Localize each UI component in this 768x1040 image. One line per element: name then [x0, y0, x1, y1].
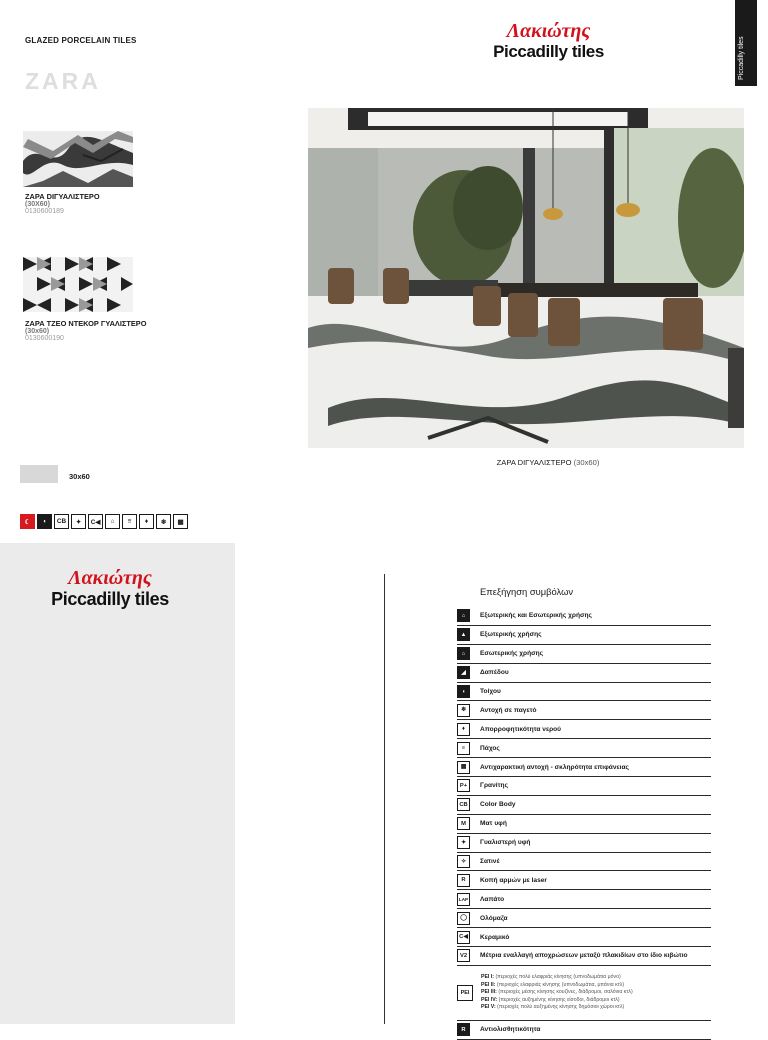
product-name: ΖΑΡΑ ΤΖΕΟ ΝΤΕΚΟΡ ΓΥΑΛΙΣΤΕΡΟ: [25, 319, 147, 328]
granite-icon: P+: [457, 779, 470, 792]
legend-label: Τοίχου: [480, 688, 501, 695]
legend-label: Εξωτερικής και Εσωτερικής χρήσης: [480, 612, 592, 620]
pei-line: PEI II: (περιοχές ελαφριάς κίνησης (υπνοδωμάτια, μπάνια κτλ): [481, 981, 625, 988]
photo-caption: [308, 458, 768, 467]
legend-label: Αντοχή σε παγετό: [480, 706, 537, 714]
color-body-icon: CB: [457, 798, 470, 811]
legend-label: Πάχος: [480, 744, 500, 752]
wall-icon: ◖: [457, 685, 470, 698]
legend-row: [457, 815, 711, 834]
satin-icon: ✦: [71, 514, 86, 529]
brand-logo-english: Piccadilly tiles: [51, 589, 169, 609]
flag-icon: ☾: [20, 514, 35, 529]
product-name: ΖΑΡΑ DΙΓΥΑΛΙΣΤΕΡΟ: [25, 192, 100, 201]
legend-row: [457, 947, 711, 966]
size-swatch: [20, 465, 58, 483]
legend-row: [457, 796, 711, 815]
lappato-icon: LAP: [457, 893, 470, 906]
product-size: (30x60): [25, 328, 50, 335]
legend-label: Λαπάτο: [480, 895, 505, 903]
product-thumbnail-1: [23, 131, 133, 187]
legend-label: Ματ υφή: [480, 820, 507, 828]
abrasion-icon: ▦: [457, 761, 470, 774]
abrasion-icon: ▦: [173, 514, 188, 529]
legend-row: [457, 909, 711, 928]
legend-label: Μέτρια εναλλαγή αποχρώσεων μεταξύ πλακιδίων στο ίδιο κιβώτιο: [480, 952, 688, 960]
legend-label: Εσωτερικής χρήσης: [480, 650, 544, 658]
category-label: GLAZED PORCELAIN TILES: [25, 36, 137, 45]
size-label: 30x60: [69, 472, 90, 481]
legend-row: [457, 626, 711, 645]
anti-slip-icon: R: [457, 1023, 470, 1036]
legend-label: Αντιολισθητικότητα: [480, 1026, 541, 1034]
product-thumbnail-2: [23, 257, 133, 312]
legend-row: [457, 607, 711, 626]
product-card-2: [25, 319, 146, 342]
legend-row: [457, 720, 711, 739]
symbol-legend: [457, 607, 711, 1040]
glossy-icon: ✦: [457, 836, 470, 849]
matt-icon: M: [457, 817, 470, 830]
product-card-1: [25, 192, 100, 215]
product-size: (30Χ60): [25, 201, 50, 208]
legend-label: Εξωτερικής χρήσης: [480, 631, 542, 639]
side-tab-label: Piccadilly tiles: [738, 36, 745, 80]
decor-thumbnail-image: [23, 257, 133, 312]
wall-icon: ◖: [37, 514, 52, 529]
satin-icon: ✧: [457, 855, 470, 868]
outdoor-icon: ▲: [457, 628, 470, 641]
legend-label: Κοπή αρμών με laser: [480, 876, 547, 884]
legend-row: [457, 834, 711, 853]
legend-label: Δαπέδου: [480, 669, 509, 677]
color-body-icon: CB: [54, 514, 69, 529]
legend-row: [457, 853, 711, 872]
divider-line: [384, 574, 385, 1024]
indoor-icon: ⌂: [457, 647, 470, 660]
water-absorption-icon: ♦: [457, 723, 470, 736]
legend-label: Αντιχαρακτική αντοχή - σκληρότητα επιφάνειας: [480, 763, 629, 771]
rectified-icon: R: [457, 874, 470, 887]
ceramic-icon: C◀: [457, 931, 470, 944]
photo-caption-size: (30x60): [573, 458, 600, 467]
brand-panel: [0, 543, 235, 1024]
legend-label: Γυαλιστερή υφή: [480, 839, 531, 847]
legend-row: [457, 645, 711, 664]
photo-caption-name: ΖΑΡΑ DΙΓΥΑΛΙΣΤΕΡΟ: [496, 458, 572, 467]
spec-icons-row: [20, 514, 188, 531]
brand-logo-bottom: [45, 567, 175, 610]
legend-row: [457, 739, 711, 758]
water-absorption-icon: ♦: [139, 514, 154, 529]
brand-logo-english: Piccadilly tiles: [493, 42, 604, 61]
full-body-icon: ◯: [457, 912, 470, 925]
product-code: 0130600189: [25, 208, 64, 215]
legend-row: [457, 777, 711, 796]
pei-line: PEI III: (περιοχές μέσης κίνησης κουζίνες, διάδρομοι, σαλόνια κτλ): [481, 989, 633, 996]
dining-room-image: [308, 108, 744, 448]
brand-logo-greek: Λακιώτης: [506, 20, 591, 42]
legend-label: Σατινέ: [480, 858, 500, 866]
marble-thumbnail-image: [23, 131, 133, 187]
room-photo: [308, 108, 744, 448]
pei-line: PEI IV: (περιοχές αυξημένης κίνησης είσοδοι, διάδρομοι κτλ): [481, 996, 620, 1003]
thickness-icon: ≡: [122, 514, 137, 529]
product-code: 0130600190: [25, 335, 64, 342]
floor-icon: ◢: [457, 666, 470, 679]
legend-row: [457, 928, 711, 947]
legend-row: [457, 871, 711, 890]
legend-row-pei: [457, 966, 711, 1021]
frost-resistance-icon: ❄: [457, 704, 470, 717]
legend-label: Απορροφητικότητα νερού: [480, 725, 562, 733]
pei-line: PEI V: (περιοχές πολύ αυξημένης κίνησης δημόσιοι χώροι κτλ): [481, 1004, 625, 1011]
pei-line: PEI I: (περιοχές πολύ ελαφριάς κίνησης (υπνοδωμάτια μόνο): [481, 974, 621, 981]
legend-row: [457, 758, 711, 777]
legend-row: [457, 664, 711, 683]
collection-title: ZARA: [25, 68, 101, 94]
legend-label: Γρανίτης: [480, 782, 508, 790]
ceramic-icon: C◀: [88, 514, 103, 529]
legend-label: Ολόμαζα: [480, 914, 508, 922]
frost-resistance-icon: ❄: [156, 514, 171, 529]
thickness-icon: ≡: [457, 742, 470, 755]
legend-label: Κεραμικό: [480, 933, 510, 941]
legend-title: Επεξήγηση συμβόλων: [480, 586, 574, 597]
indoor-outdoor-icon: ⌂: [457, 609, 470, 622]
legend-row: [457, 683, 711, 702]
pei-icon: PEI: [457, 985, 473, 1001]
indoor-outdoor-icon: ⌂: [105, 514, 120, 529]
brand-logo-greek: Λακιώτης: [68, 567, 152, 589]
side-tab: [735, 0, 757, 86]
shade-variation-icon: V2: [457, 949, 470, 962]
brand-logo-top: [486, 20, 611, 62]
pei-list: [481, 974, 633, 1011]
legend-row: [457, 701, 711, 720]
legend-row: [457, 890, 711, 909]
legend-label: Color Body: [480, 801, 516, 809]
